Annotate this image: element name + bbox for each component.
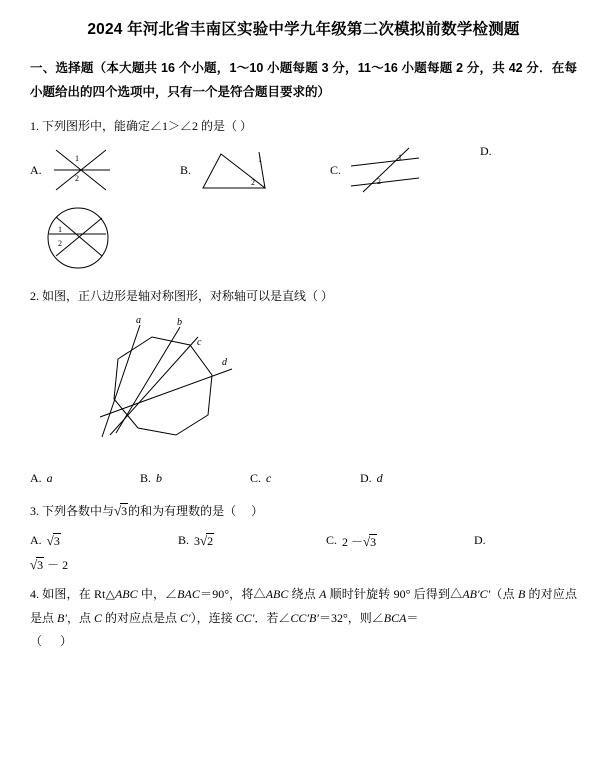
option-D-label-q1: D. — [480, 144, 492, 159]
option-A-q1[interactable] — [30, 144, 180, 196]
option-A-q2[interactable] — [30, 471, 140, 486]
svg-text:2: 2 — [377, 177, 382, 187]
option-D-q2[interactable] — [360, 471, 470, 486]
option-D-label-q3: D. — [474, 532, 486, 547]
question-3-options — [30, 533, 577, 550]
option-B-q1[interactable] — [180, 144, 330, 196]
option-D-q1[interactable] — [480, 144, 498, 159]
option-B-q2[interactable] — [140, 471, 250, 486]
option-B-value-q3: 3√2 — [194, 532, 214, 548]
question-2-number: 2. — [30, 289, 39, 304]
option-C-value-q2: c — [266, 470, 272, 485]
page-title: 2024 年河北省丰南区实验中学九年级第二次模拟前数学检测题 — [87, 21, 520, 38]
option-C-q3[interactable] — [326, 533, 474, 550]
option-B-label-q2: B. — [140, 470, 152, 485]
svg-text:1: 1 — [74, 154, 79, 164]
question-1-body: 下列图形中，能确定∠1＞∠2 的是（ ） — [42, 118, 253, 133]
svg-text:b: b — [177, 316, 182, 328]
parallel-lines-transversal-figure — [347, 144, 427, 196]
svg-text:a: a — [136, 314, 141, 326]
question-3-text — [30, 498, 577, 523]
triangle-figure — [197, 144, 277, 196]
question-4-number: 4. — [30, 587, 39, 602]
question-4-body: 如图，在 Rt△ABC 中，∠BAC＝90°，将△ABC 绕点 A 顺时针旋转 90° 后得到△AB′C′（点 B 的对应点是点 B′，点 C 的对应点是点 C′），连接 CC′．若∠CC′B′＝32°，则∠BCA＝ — [30, 587, 577, 625]
question-1-text — [30, 115, 577, 138]
option-D-value-q3: √3 － 2 — [30, 556, 69, 572]
section-heading: 一、选择题（本大题共 16 个小题，1～10 小题每题 3 分，11～16 小题每题 2 分，共 42 分．在每小题给出的四个选项中，只有一个是符合题目要求的） — [30, 61, 577, 100]
question-2-text — [30, 285, 577, 308]
option-B-value-q2: b — [156, 470, 163, 485]
question-2-options — [30, 471, 577, 486]
option-C-label-q1: C. — [330, 162, 342, 177]
option-C-q2[interactable] — [250, 471, 360, 486]
svg-text:1: 1 — [258, 155, 263, 165]
octagon-with-lines-figure — [80, 315, 280, 460]
option-C-label-q3: C. — [326, 532, 338, 547]
option-B-q3[interactable] — [178, 533, 326, 550]
question-3-body-b: 的和为有理数的是（ ） — [128, 503, 264, 518]
option-A-q3[interactable] — [30, 533, 178, 550]
option-A-label-q2: A. — [30, 470, 42, 485]
question-3-number: 3. — [30, 503, 39, 518]
option-A-value-q3: √3 — [46, 532, 60, 548]
option-D-value-q2: d — [376, 470, 383, 485]
question-2-body: 如图，正八边形是轴对称图形，对称轴可以是直线（ ） — [42, 289, 334, 304]
crossed-lines-figure — [48, 144, 118, 196]
option-B-label-q1: B. — [180, 162, 192, 177]
question-4-text — [30, 583, 577, 630]
svg-text:2: 2 — [251, 178, 256, 188]
svg-text:2: 2 — [74, 174, 79, 184]
circle-with-chords-figure — [36, 204, 136, 274]
svg-text:1: 1 — [398, 153, 403, 163]
option-C-q1[interactable] — [330, 144, 480, 196]
question-3-body-a: 下列各数中与 — [42, 503, 115, 518]
question-2-figure — [80, 315, 577, 465]
svg-text:1: 1 — [58, 225, 62, 235]
option-D-figure-q1 — [36, 204, 577, 279]
option-D-q3[interactable] — [474, 533, 491, 550]
option-D-value-q3-wrap — [30, 552, 577, 577]
option-B-label-q3: B. — [178, 532, 190, 547]
option-A-value-q2: a — [46, 470, 53, 485]
question-1-options-row — [30, 144, 577, 196]
svg-text:c: c — [197, 336, 202, 348]
option-C-label-q2: C. — [250, 470, 262, 485]
svg-text:2: 2 — [58, 239, 62, 249]
option-A-label-q1: A. — [30, 162, 42, 177]
option-A-label-q3: A. — [30, 532, 42, 547]
svg-text:d: d — [222, 356, 227, 368]
option-D-label-q2: D. — [360, 470, 372, 485]
question-1-number: 1. — [30, 118, 39, 133]
question-4-answer-blank: （ ） — [30, 634, 73, 649]
sqrt-3-inline: √3 — [114, 502, 128, 518]
option-C-value-q3: 2 －√3 — [342, 533, 377, 549]
